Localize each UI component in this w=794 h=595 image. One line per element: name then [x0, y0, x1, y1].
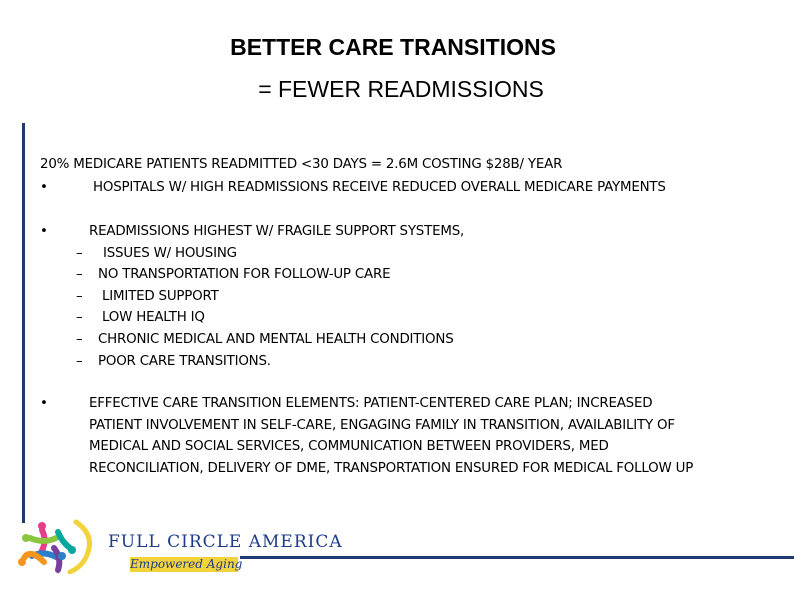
logo-name: FULL CIRCLE AMERICA: [108, 532, 343, 552]
slide-title-line-1: BETTER CARE TRANSITIONS: [230, 34, 556, 60]
bullet-3-text-line: RECONCILIATION, DELIVERY OF DME, TRANSPORTATION ENSURED FOR MEDICAL FOLLOW UP: [89, 461, 694, 476]
dash-marker: –: [76, 310, 83, 325]
bullet-marker: •: [40, 396, 48, 411]
sub-item: LIMITED SUPPORT: [102, 289, 219, 304]
slide-title-line-2: = FEWER READMISSIONS: [258, 76, 544, 102]
logo-tagline: Empowered Aging: [130, 557, 243, 571]
bullet-3-text-line: PATIENT INVOLVEMENT IN SELF-CARE, ENGAGING FAMILY IN TRANSITION, AVAILABILITY OF: [89, 418, 675, 433]
sub-item: POOR CARE TRANSITIONS.: [98, 354, 271, 369]
sub-item: LOW HEALTH IQ: [102, 310, 205, 325]
bullet-marker: •: [40, 224, 48, 239]
sub-item: NO TRANSPORTATION FOR FOLLOW-UP CARE: [98, 267, 391, 282]
bullet-1-text: HOSPITALS W/ HIGH READMISSIONS RECEIVE REDUCED OVERALL MEDICARE PAYMENTS: [93, 180, 666, 195]
dash-marker: –: [76, 332, 83, 347]
left-accent-bar: [22, 123, 25, 523]
intro-line: 20% MEDICARE PATIENTS READMITTED <30 DAYS = 2.6M COSTING $28B/ YEAR: [40, 157, 563, 172]
bullet-2-text: READMISSIONS HIGHEST W/ FRAGILE SUPPORT SYSTEMS,: [89, 224, 465, 239]
sub-item: CHRONIC MEDICAL AND MENTAL HEALTH CONDITIONS: [98, 332, 454, 347]
bullet-3-text-line: EFFECTIVE CARE TRANSITION ELEMENTS: PATIENT-CENTERED CARE PLAN; INCREASED: [89, 396, 653, 411]
dash-marker: –: [76, 267, 83, 282]
bottom-accent-line: [240, 556, 794, 559]
bullet-3-text-line: MEDICAL AND SOCIAL SERVICES, COMMUNICATION BETWEEN PROVIDERS, MED: [89, 439, 609, 454]
dash-marker: –: [76, 354, 83, 369]
bullet-marker: •: [40, 180, 48, 195]
sub-item: ISSUES W/ HOUSING: [103, 246, 237, 261]
circle-of-people-icon: [14, 518, 106, 574]
full-circle-america-logo: [14, 518, 343, 574]
dash-marker: –: [76, 246, 83, 261]
dash-marker: –: [76, 289, 83, 304]
